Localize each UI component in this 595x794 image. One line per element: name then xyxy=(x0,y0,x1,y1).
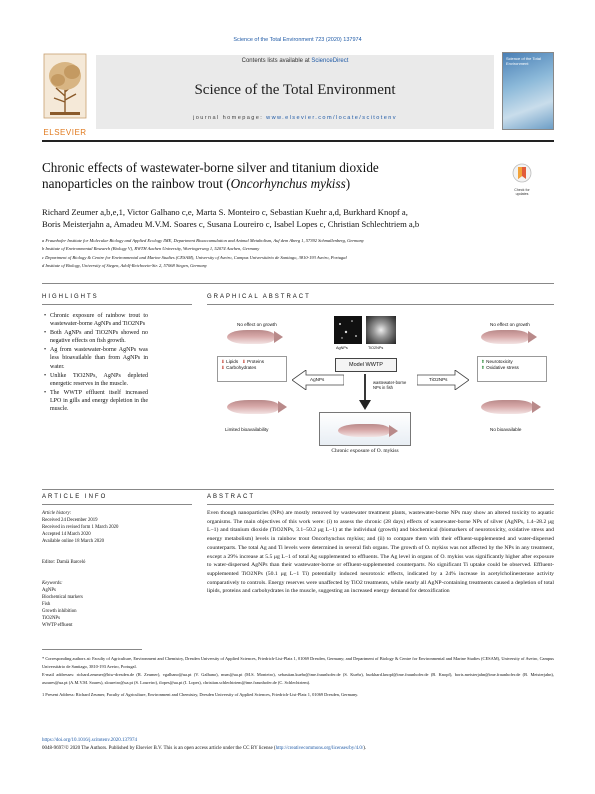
down-arrow-icon: ⬇ xyxy=(221,365,225,370)
history-received: Received 24 December 2019 xyxy=(42,518,98,523)
journal-title[interactable]: Science of the Total Environment xyxy=(194,82,396,98)
keyword: TiO2NPs xyxy=(42,616,60,621)
homepage-link[interactable]: www.elsevier.com/locate/scitotenv xyxy=(266,115,397,121)
tem-label-agnps: AgNPs xyxy=(336,346,348,350)
contents-line xyxy=(96,58,494,64)
highlights-rule xyxy=(42,304,192,305)
abstract-rule xyxy=(207,504,554,505)
highlight-item: • Ag from wastewater-borne AgNPs was less bioavailable than from AgNPs in water. xyxy=(44,346,148,370)
highlight-item: • The WWTP effluent itself increased LPO in gills and energy depletion in the muscle. xyxy=(44,389,148,413)
right-top-label: No effect on growth xyxy=(490,322,530,327)
check-updates-label: Check for updates xyxy=(514,188,530,196)
history-online: Available online 18 March 2020 xyxy=(42,539,104,544)
title-line-2: nanoparticles on the rainbow trout (Oncorhynchus mykiss) xyxy=(42,176,351,191)
history-accepted: Accepted 14 March 2020 xyxy=(42,532,91,537)
graphical-caption: Chronic exposure of O. mykiss xyxy=(331,448,399,454)
left-top-label: No effect on growth xyxy=(237,322,277,327)
authors xyxy=(42,206,554,230)
down-arrow xyxy=(359,374,371,410)
journal-cover xyxy=(502,52,554,130)
contents-prefix: Contents lists available at xyxy=(241,58,312,64)
model-wwtp-box: Model WWTP xyxy=(335,358,397,372)
agnps-label: AgNPs xyxy=(310,377,325,382)
arrow-down-icon xyxy=(359,374,371,410)
license-text: 0048-9697/© 2020 The Authors. Published by Elsevier B.V. This is an open access article under the CC BY license ( xyxy=(42,746,276,751)
fish-illustration xyxy=(481,330,529,344)
highlight-item: • Unlike TiO2NPs, AgNPs depleted energetic reserves in the muscle. xyxy=(44,372,148,388)
article-info xyxy=(42,510,192,629)
article-info-rule xyxy=(42,504,192,505)
tank-illustration xyxy=(319,412,411,446)
elsevier-tree-icon xyxy=(42,52,88,122)
homepage-prefix: journal homepage: xyxy=(193,115,267,121)
elsevier-logo xyxy=(42,52,88,137)
check-updates-icon xyxy=(512,163,532,183)
title-line-1: Chronic effects of wastewater-borne silver and titanium dioxide xyxy=(42,160,379,175)
tio2nps-arrow xyxy=(417,370,469,390)
sciencedirect-link[interactable]: ScienceDirect xyxy=(311,58,349,64)
right-bottom-label: No bioavailable xyxy=(490,427,522,432)
keyword: AgNPs xyxy=(42,588,56,593)
check-for-updates-badge[interactable] xyxy=(508,163,536,195)
keyword: Biochemical markers xyxy=(42,595,83,600)
agnps-arrow xyxy=(292,370,344,390)
footnotes xyxy=(42,655,554,699)
publisher-name: ELSEVIER xyxy=(43,128,87,137)
keyword: Growth inhibition xyxy=(42,609,77,614)
highlight-item: • Both AgNPs and TiO2NPs showed no negative effects on fish growth. xyxy=(44,329,148,345)
license-link[interactable]: http://creativecommons.org/licenses/by/4.0/ xyxy=(275,746,364,751)
up-arrow-icon: ⬆ xyxy=(481,365,485,370)
history-label: Article history: xyxy=(42,511,72,516)
energy-reserves-box: ⬇ Lipids ⬇ Proteins ⬇ Carbohydrates xyxy=(217,356,287,382)
footnote-corresponding: * Corresponding authors at: Faculty of Agriculture, Environment and Chemistry, Dresden University of Applied Sciences, Friedrich-List-Platz 1, 01069 Dresden, Germany; and Department of Biology & Centre for Environmental and Marine Studies (CESAM), University of Aveiro, Campus Universitário de Santiago, 3810-193 Aveiro, Portugal. xyxy=(42,656,554,669)
affiliation-a: a Fraunhofer Institute for Molecular Biology and Applied Ecology IME, Department Bioaccumulation and Animal Metabolism, Auf dem Aberg 1, 57392 Schmallenberg, Germany xyxy=(42,238,364,243)
affiliation-d: d Institute of Biology, University of Siegen, Adolf-Reichwein-Str. 2, 57068 Siegen, Germany xyxy=(42,263,207,269)
effluent-label: wastewater-borne NPs in fish xyxy=(373,380,407,390)
authors-line-1: Richard Zeumer a,b,e,1, Victor Galhano c,e, Marta S. Monteiro c, Sebastian Kuehr a,d, Burkhard Knopf a, xyxy=(42,207,408,217)
footnote-emails: E-mail addresses: richard.zeumer@htw-dresden.de (R. Zeumer), vgalhano@ua.pt (V. Galhano), msm@ua.pt (M.S. Monteiro), sebastian.kuehr@ime.fraunhofer.de (S. Kuehr), burkhard.knopf@ime.fraunhofer.de (B. Knopf), boris.meisterjahn@ime.fraunhofer.de (B. Meisterjahn), asoares@ua.pt (A.M.V.M. Soares), sloureiro@ua.pt (S. Loureiro), ilopes@ua.pt (I. Lopes), christian.schlechtriem@ime.fraunhofer.de (C. Schlechtriem). xyxy=(42,672,554,685)
abstract-heading: ABSTRACT xyxy=(207,494,256,500)
keywords-label: Keywords: xyxy=(42,581,63,586)
tem-image-agnps xyxy=(334,316,362,344)
down-arrow-icon: ⬇ xyxy=(242,359,246,364)
cover-text: Science of the Total Environment xyxy=(506,56,541,66)
keyword: Fish xyxy=(42,602,51,607)
graphical-rule xyxy=(207,304,554,305)
tio2nps-label: TiO2NPs xyxy=(429,377,448,382)
authors-line-2: Boris Meisterjahn a, Amadeu M.V.M. Soares c, Susana Loureiro c, Isabel Lopes c, Christian Schlechtriem a,b xyxy=(42,219,420,229)
license-line xyxy=(42,746,554,751)
article-info-heading: ARTICLE INFO xyxy=(42,494,108,500)
tem-image-tio2nps xyxy=(366,316,396,344)
keyword: WWTP effluent xyxy=(42,623,73,628)
history-revised: Received in revised form 1 March 2020 xyxy=(42,525,119,530)
fish-illustration xyxy=(481,400,533,414)
editor: Editor: Damià Barceló xyxy=(42,560,86,565)
doi-link[interactable]: https://doi.org/10.1016/j.scitotenv.2020.137974 xyxy=(42,738,137,743)
highlights-list xyxy=(44,312,148,414)
graphical-abstract xyxy=(207,314,554,474)
affiliation-rule xyxy=(42,283,554,284)
fish-illustration xyxy=(338,424,390,437)
header-rule xyxy=(42,140,554,142)
footnote-rule xyxy=(42,649,142,650)
journal-reference[interactable]: Science of the Total Environment 723 (2020) 137974 xyxy=(233,37,362,43)
biomarker-box: ⬆ Neurotoxicity ⬆ Oxidative stress xyxy=(477,356,547,382)
left-bottom-label: Limited bioavailability xyxy=(225,427,269,432)
journal-homepage xyxy=(96,115,494,121)
up-arrow-icon: ⬆ xyxy=(481,359,485,364)
article-info-top-rule xyxy=(42,489,554,490)
fish-illustration xyxy=(227,330,275,344)
highlights-heading: HIGHLIGHTS xyxy=(42,294,99,300)
affiliation-b: b Institute of Environmental Research (Biology V), RWTH Aachen University, Worringerweg 1, 52074 Aachen, Germany xyxy=(42,246,260,252)
nanoparticle-dots-icon xyxy=(334,316,362,344)
highlight-item: • Chronic exposure of rainbow trout to wastewater-borne AgNPs and TiO2NPs xyxy=(44,312,148,328)
tem-label-tio2nps: TiO2NPs xyxy=(368,346,384,350)
affiliations xyxy=(42,237,554,271)
abstract-text: Even though nanoparticles (NPs) are mostly removed by wastewater treatment plants, wastewater-borne NPs may show an altered toxicity to aquatic organisms. The main objectives of this work were: (i) to assess the chronic (28 days) effects of wastewater-borne NPs of silver (AgNPs, 1.4–28.2 μg L−1) and titanium dioxide (TiO2NPs, 3.1–50.2 μg L−1) at the individual (growth) and biochemical (biomarkers of neurotoxicity, oxidative stress and energy metabolism) levels in rainbow trout Oncorhynchus mykiss; and (ii) to compare them with their effluent-supplemented and water-dispersed counterparts. The total Ag and Ti levels were determined in several fish organs. The growth of O. mykiss was not affected by the NPs in any treatment, except a 29% increase at 5.5 μg L−1 of total Ag supplemented to effluents. The Ag level in organs of O. mykiss was significantly higher after exposure to water-dispersed AgNPs than their wastewater-borne or effluent-supplemented counterparts. No significant Ti uptake could be observed. Effluent-supplemented TiO2NPs (50.1 μg L−1 Ti) potentially induced neurotoxic effects, indicated by a 24% increase in acetylcholinesterase activity comparatively to controls. Energy reserves were unaffected by TiO2 treatments, while nearly all AgNP-containing treatments caused a depletion of total lipids, proteins and carbohydrates in the muscle, suggesting an increased energy demand for detoxification xyxy=(207,510,554,595)
article-title xyxy=(42,160,502,192)
affiliation-c: c Department of Biology & Centre for Environmental and Marine Studies (CESAM), University of Aveiro, Campus Universitário de Santiago, 3810-193 Aveiro, Portugal xyxy=(42,254,347,260)
down-arrow-icon: ⬇ xyxy=(221,359,225,364)
footnote-present-address: 1 Present Address: Richard Zeumer, Faculty of Agriculture, Environment and Chemistry, Dresden University of Applied Sciences, Friedrich-List-Platz 1, 01069 Dresden, Germany. xyxy=(42,692,359,697)
license-close: ). xyxy=(363,746,367,751)
graphical-abstract-heading: GRAPHICAL ABSTRACT xyxy=(207,294,311,300)
fish-illustration xyxy=(227,400,279,414)
